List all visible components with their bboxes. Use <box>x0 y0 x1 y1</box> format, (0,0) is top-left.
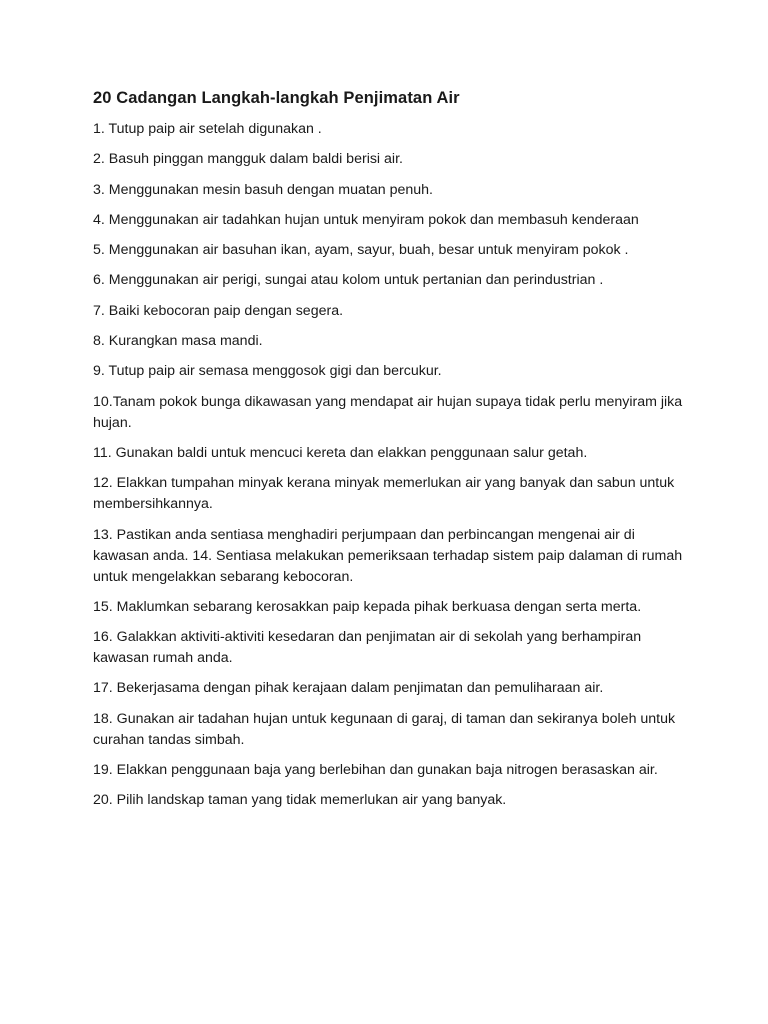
suggestion-list <box>93 119 683 811</box>
document-title: 20 Cadangan Langkah-langkah Penjimatan Air <box>93 89 460 107</box>
list-item: 8. Kurangkan masa mandi. <box>93 333 263 350</box>
list-item: 18. Gunakan air tadahan hujan untuk kegunaan di garaj, di taman dan sekiranya boleh untuk curahan tandas simbah. <box>93 710 676 748</box>
list-item: 10.Tanam pokok bunga dikawasan yang mendapat air hujan supaya tidak perlu menyiram jika hujan. <box>93 393 683 431</box>
list-item: 19. Elakkan penggunaan baja yang berlebihan dan gunakan baja nitrogen berasaskan air. <box>93 762 658 779</box>
list-item: 9. Tutup paip air semasa menggosok gigi dan bercukur. <box>93 363 442 380</box>
list-item: 7. Baiki kebocoran paip dengan segera. <box>93 302 344 319</box>
list-item: 2. Basuh pinggan mangguk dalam baldi berisi air. <box>93 151 403 168</box>
list-item: 12. Elakkan tumpahan minyak kerana minyak memerlukan air yang banyak dan sabun untuk membersihkannya. <box>93 475 675 513</box>
list-item: 5. Menggunakan air basuhan ikan, ayam, sayur, buah, besar untuk menyiram pokok . <box>93 242 629 259</box>
list-item: 11. Gunakan baldi untuk mencuci kereta dan elakkan penggunaan salur getah. <box>93 444 588 461</box>
list-item: 3. Menggunakan mesin basuh dengan muatan penuh. <box>93 181 433 198</box>
list-item: 4. Menggunakan air tadahkan hujan untuk menyiram pokok dan membasuh kenderaan <box>93 211 639 228</box>
list-item: 15. Maklumkan sebarang kerosakkan paip kepada pihak berkuasa dengan serta merta. <box>93 598 642 615</box>
list-item: 1. Tutup paip air setelah digunakan . <box>93 121 322 137</box>
list-item: 20. Pilih landskap taman yang tidak memerlukan air yang banyak. <box>93 792 507 809</box>
list-item: 17. Bekerjasama dengan pihak kerajaan dalam penjimatan dan pemuliharaan air. <box>93 680 604 697</box>
list-item: 6. Menggunakan air perigi, sungai atau kolom untuk pertanian dan perindustrian . <box>93 272 604 289</box>
document-content <box>93 86 683 821</box>
list-item: 13. Pastikan anda sentiasa menghadiri perjumpaan dan perbincangan mengenai air di kawasan anda. 14. Sentiasa melakukan pemeriksaan terhadap sistem paip dalaman di rumah untuk mengelakkan sebarang kebocoran. <box>93 526 683 585</box>
list-item: 16. Galakkan aktiviti-aktiviti kesedaran dan penjimatan air di sekolah yang berhampiran kawasan rumah anda. <box>93 629 642 667</box>
